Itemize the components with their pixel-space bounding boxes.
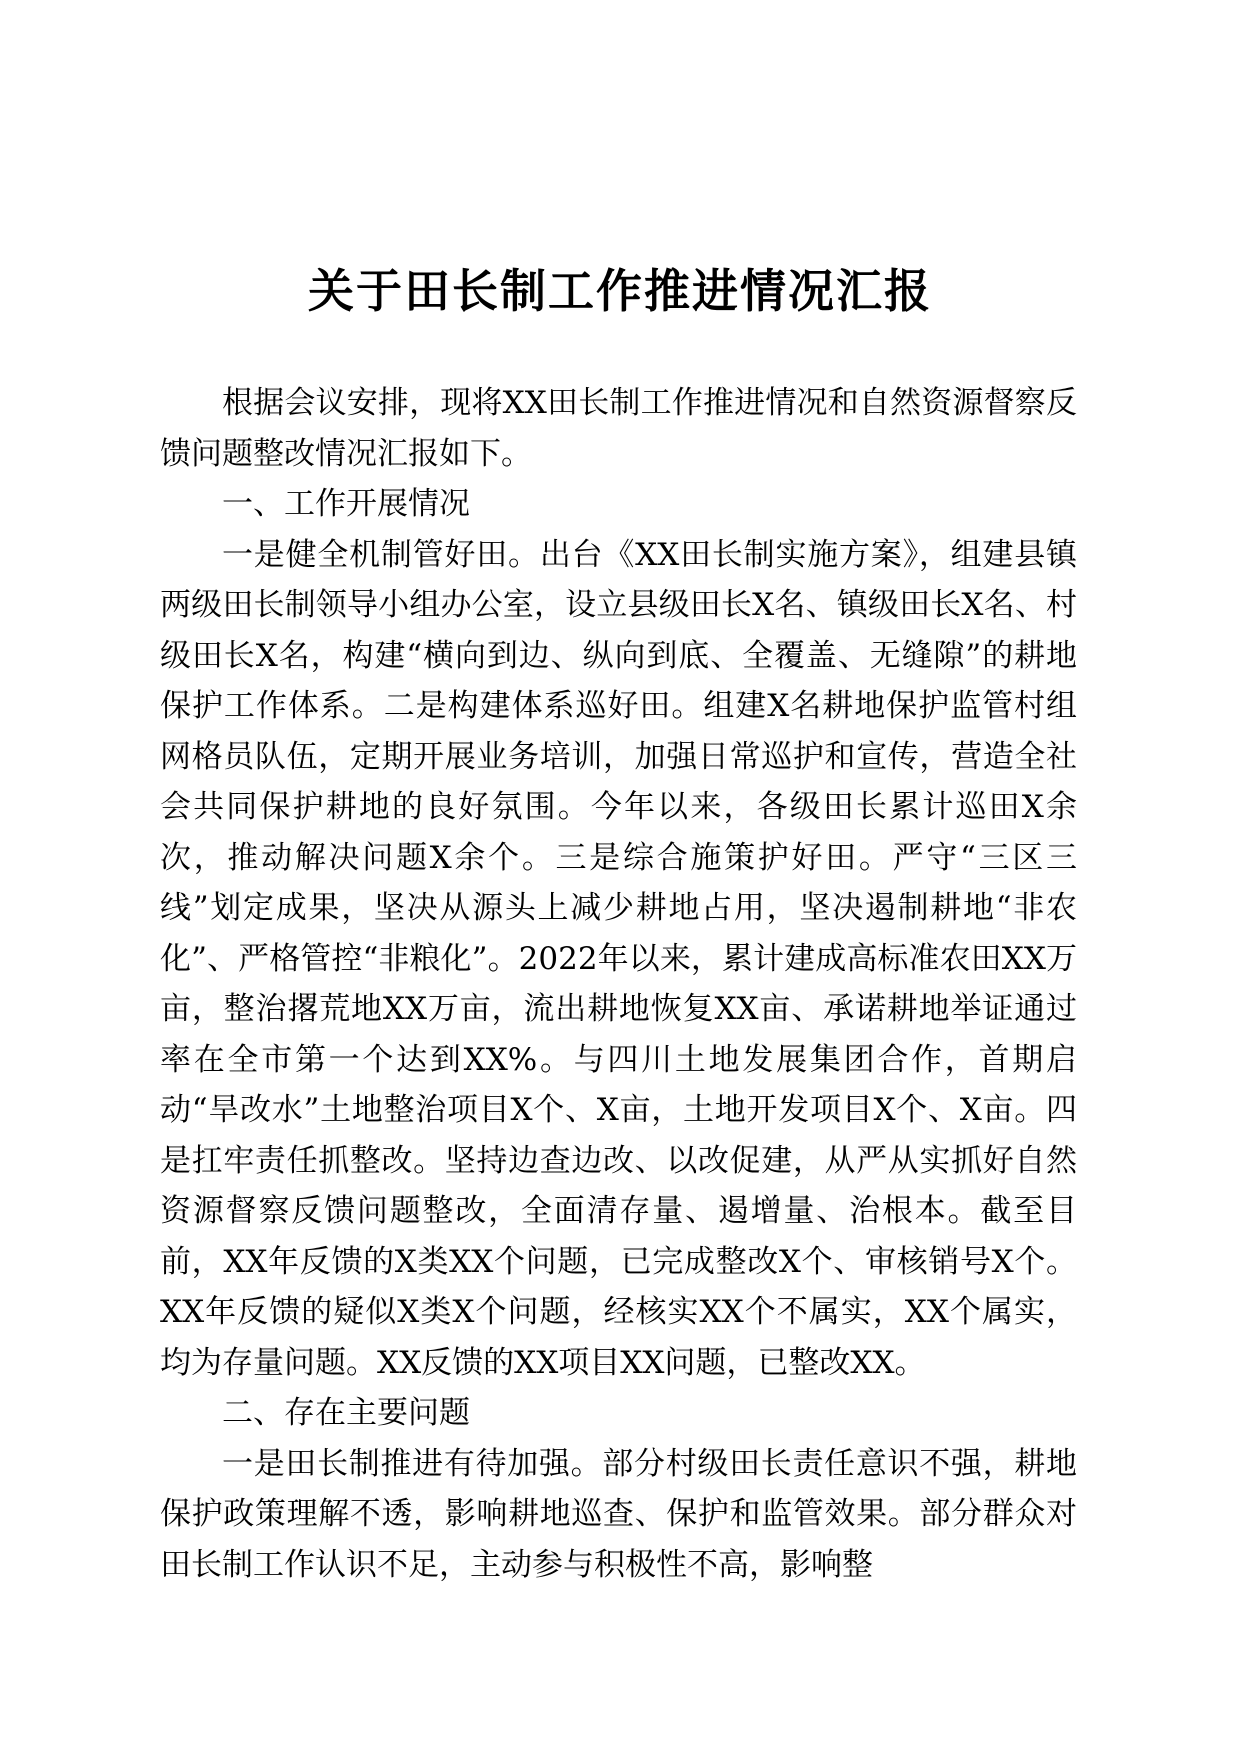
- intro-paragraph: 根据会议安排，现将XX田长制工作推进情况和自然资源督察反馈问题整改情况汇报如下。: [160, 385, 1077, 472]
- section-paragraph-main-problems: 一是田长制推进有待加强。部分村级田长责任意识不强，耕地保护政策理解不透，影响耕地巡查、保护和监管效果。部分群众对田长制工作认识不足，主动参与积极性不高，影响整: [160, 1445, 1077, 1583]
- section-heading-work-progress: 一、工作开展情况: [222, 486, 470, 522]
- section-paragraph-work-progress: 一是健全机制管好田。出台《XX田长制实施方案》，组建县镇两级田长制领导小组办公室，设立县级田长X名、镇级田长X名、村级田长X名，构建“横向到边、纵向到底、全覆盖、无缝隙”的耕地保护工作体系。二是构建体系巡好田。组建X名耕地保护监管村组网格员队伍，定期开展业务培训，加强日常巡护和宣传，营造全社会共同保护耕地的良好氛围。今年以来，各级田长累计巡田X余次，推动解决问题X余个。三是综合施策护好田。严守“三区三线”划定成果，坚决从源头上减少耕地占用，坚决遏制耕地“非农化”、严格管控“非粮化”。2022年以来，累计建成高标准农田XX万亩，整治撂荒地XX万亩，流出耕地恢复XX亩、承诺耕地举证通过率在全市第一个达到XX%。与四川土地发展集团合作，首期启动“旱改水”土地整治项目X个、X亩，土地开发项目X个、X亩。四是扛牢责任抓整改。坚持边查边改、以改促建，从严从实抓好自然资源督察反馈问题整改，全面清存量、遏增量、治根本。截至目前，XX年反馈的X类XX个问题，已完成整改X个、审核销号X个。XX年反馈的疑似X类X个问题，经核实XX个不属实，XX个属实，均为存量问题。XX反馈的XX项目XX问题，已整改XX。: [160, 536, 1077, 1381]
- section-heading-main-problems: 二、存在主要问题: [222, 1395, 470, 1431]
- document-title: 关于田长制工作推进情况汇报: [308, 264, 932, 318]
- document-body: [160, 378, 1077, 1590]
